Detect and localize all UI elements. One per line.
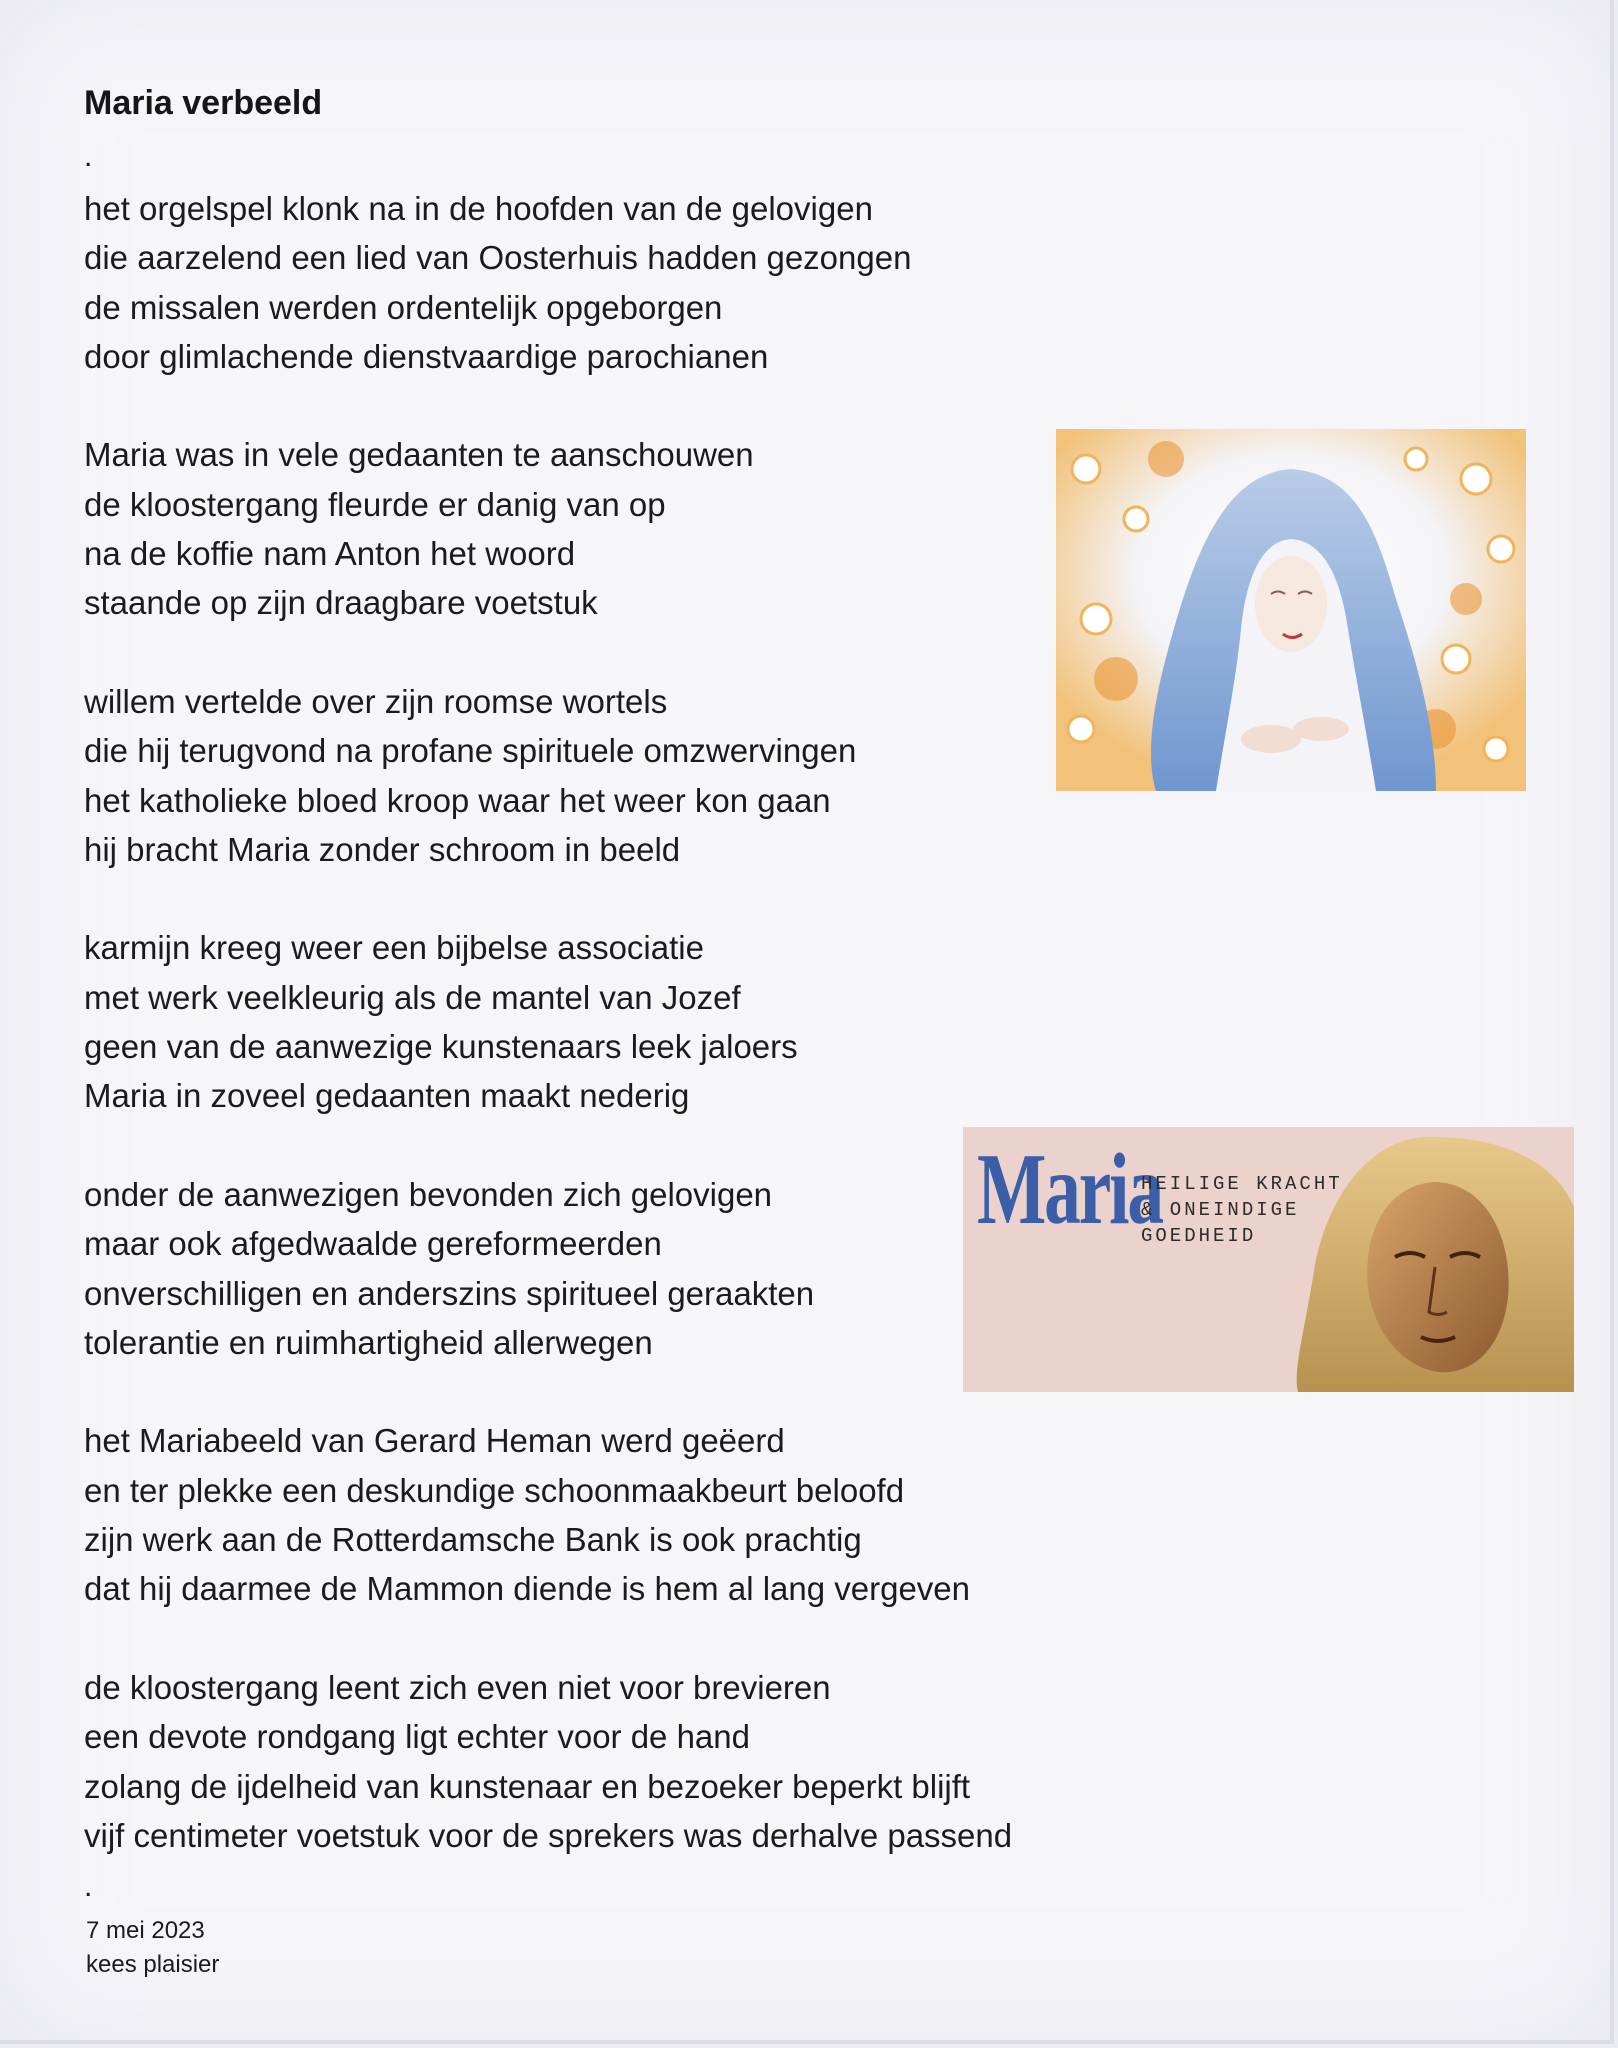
poem-line: Maria was in vele gedaanten te aanschouwen bbox=[84, 436, 754, 474]
poem-line: de missalen werden ordentelijk opgeborgen bbox=[84, 288, 723, 326]
poem-line: een devote rondgang ligt echter voor de hand bbox=[84, 1718, 750, 1756]
poem-line: maar ook afgedwaalde gereformeerden bbox=[84, 1225, 662, 1263]
banner-subtitle-line: & ONEINDIGE bbox=[1141, 1199, 1300, 1221]
poem-line: zijn werk aan de Rotterdamsche Bank is ook prachtig bbox=[84, 1521, 862, 1559]
poem-line: het orgelspel klonk na in de hoofden van de gelovigen bbox=[84, 190, 873, 227]
poem-line: willem vertelde over zijn roomse wortels bbox=[84, 682, 668, 720]
poem-date: 7 mei 2023 bbox=[86, 1917, 205, 1944]
poem-line: de kloostergang fleurde er danig van op bbox=[84, 485, 666, 523]
maria-exhibition-banner bbox=[963, 1127, 1574, 1392]
signature-block bbox=[86, 1914, 219, 1982]
poem-line: door glimlachende dienstvaardige parochianen bbox=[84, 337, 769, 375]
poem-line: dat hij daarmee de Mammon diende is hem al lang vergeven bbox=[84, 1570, 971, 1608]
poem-title: Maria verbeeld bbox=[84, 84, 323, 122]
poem-line: het katholieke bloed kroop waar het weer kon gaan bbox=[84, 781, 831, 819]
banner-subtitle-line: GOEDHEID bbox=[1141, 1225, 1257, 1247]
poem-stanza bbox=[84, 677, 1012, 874]
closing-dot: . bbox=[84, 1870, 93, 1903]
poem-line: tolerantie en ruimhartigheid allerwegen bbox=[84, 1323, 653, 1361]
poem-line: vijf centimeter voetstuk voor de sprekers was derhalve passend bbox=[84, 1816, 1013, 1854]
poem-line: en ter plekke een deskundige schoonmaakbeurt beloofd bbox=[84, 1471, 905, 1509]
poem-line: onder de aanwezigen bevonden zich gelovigen bbox=[84, 1175, 773, 1213]
poem-line: geen van de aanwezige kunstenaars leek jaloers bbox=[84, 1028, 798, 1066]
poem-stanza bbox=[84, 184, 1012, 381]
madonna-painting-svg bbox=[1056, 429, 1526, 791]
poem-line: die aarzelend een lied van Oosterhuis hadden gezongen bbox=[84, 239, 912, 277]
banner-title: Maria bbox=[977, 1133, 1162, 1246]
poem-line: zolang de ijdelheid van kunstenaar en bezoeker beperkt blijft bbox=[84, 1767, 971, 1805]
poem-stanza bbox=[84, 1416, 1012, 1613]
madonna-sculpture-image bbox=[963, 1127, 1574, 1392]
poem-body bbox=[84, 184, 1012, 1860]
poem-line: de kloostergang leent zich even niet voor brevieren bbox=[84, 1668, 831, 1706]
opening-dot: . bbox=[84, 140, 93, 173]
poem-line: staande op zijn draagbare voetstuk bbox=[84, 584, 598, 622]
poem-line: karmijn kreeg weer een bijbelse associatie bbox=[84, 929, 704, 967]
poem-stanza bbox=[84, 1663, 1012, 1860]
poem-stanza bbox=[84, 923, 1012, 1120]
poem-line: onverschilligen en anderszins spiritueel geraakten bbox=[84, 1274, 815, 1312]
poem-line: het Mariabeeld van Gerard Heman werd geëerd bbox=[84, 1422, 785, 1460]
poem-line: die hij terugvond na profane spirituele omzwervingen bbox=[84, 732, 857, 770]
poem-line: met werk veelkleurig als de mantel van Jozef bbox=[84, 978, 741, 1016]
poem-line: na de koffie nam Anton het woord bbox=[84, 535, 576, 573]
poem-line: Maria in zoveel gedaanten maakt nederig bbox=[84, 1077, 690, 1115]
poem-author: kees plaisier bbox=[86, 1951, 220, 1978]
poem-stanza bbox=[84, 1170, 1012, 1367]
banner-subtitle-line: HEILIGE KRACHT bbox=[1141, 1173, 1343, 1195]
poem-line: hij bracht Maria zonder schroom in beeld bbox=[84, 830, 681, 868]
poem-stanza bbox=[84, 430, 1012, 627]
madonna-painting-image bbox=[1056, 429, 1526, 791]
